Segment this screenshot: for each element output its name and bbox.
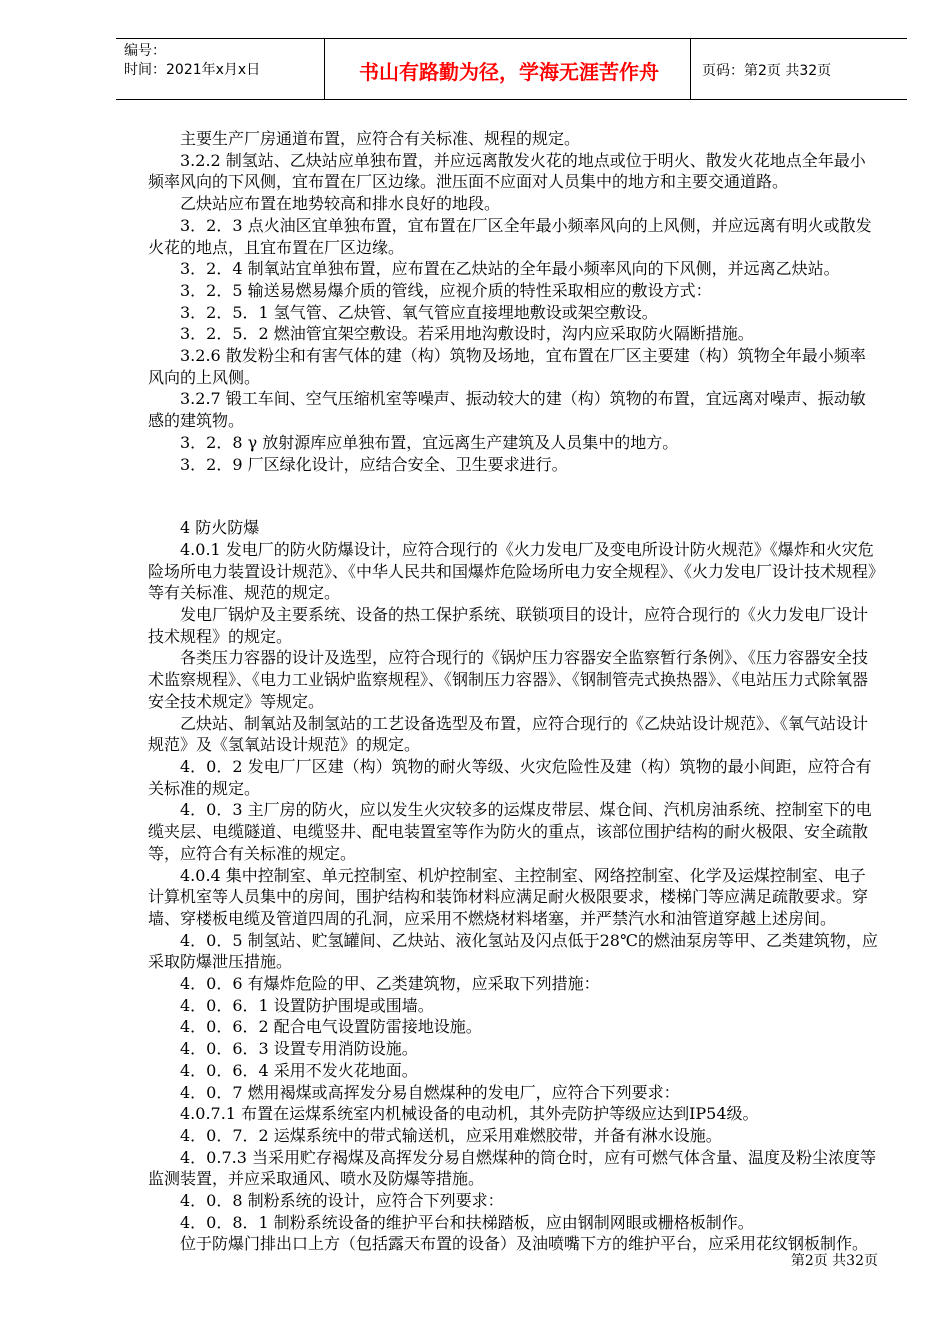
paragraph: 4．0．5 制氢站、贮氢罐间、乙炔站、液化氢站及闪点低于28℃的燃油泵房等甲、乙类建筑物，应采取防爆泄压措施。 <box>148 930 878 972</box>
header-divider-left <box>324 38 325 100</box>
header-bottom-border <box>116 99 907 100</box>
paragraph: 4.0.1 发电厂的防火防爆设计，应符合现行的《火力发电厂及变电所设计防火规范》《爆炸和火灾危险场所电力装置设计规范》、《中华人民共和国爆炸危险场所电力安全规程》、《火力发电厂设计技术规程》等有关标准、规范的规定。 <box>148 539 877 603</box>
paragraph: 3．2．5 输送易燃易爆介质的管线，应视介质的特性采取相应的敷设方式： <box>180 280 712 300</box>
footer-page-info: 第2页 共32页 <box>790 1253 878 1269</box>
page-header <box>116 38 907 100</box>
paragraph: 4．0．7．2 运煤系统中的带式输送机，应采用难燃胶带，并备有淋水设施。 <box>180 1125 722 1145</box>
paragraph: 乙炔站、制氧站及制氢站的工艺设备选型及布置，应符合现行的《乙炔站设计规范》、《氧气站设计规范》及《氢氧站设计规范》的规定。 <box>148 713 869 755</box>
paragraph: 4．0．2 发电厂厂区建（构）筑物的耐火等级、火灾危险性及建（构）筑物的最小间距，应符合有关标准的规定。 <box>148 756 872 798</box>
paragraph: 4．0．7 燃用褐煤或高挥发分易自燃煤种的发电厂，应符合下列要求： <box>180 1082 680 1102</box>
paragraph: 3．2．4 制氧站宜单独布置，应布置在乙炔站的全年最小频率风向的下风侧，并远离乙炔站。 <box>180 259 840 279</box>
paragraph: 4．0．6．3 设置专用消防设施。 <box>180 1039 418 1059</box>
paragraph: 3．2．3 点火油区宜单独布置，宜布置在厂区全年最小频率风向的上风侧，并应远离有明火或散发火花的地点，且宜布置在厂区边缘。 <box>148 215 872 257</box>
paragraph: 各类压力容器的设计及选型，应符合现行的《锅炉压力容器安全监察暂行条例》、《压力容器安全技术监察规程》、《电力工业锅炉监察规程》、《钢制压力容器》、《钢制管壳式换热器》、《电站压力式除氧器安全技术规定》等规定。 <box>148 648 869 711</box>
paragraph: 4．0.7.3 当采用贮存褐煤及高挥发分易自燃煤种的筒仓时，应有可燃气体含量、温度及粉尘浓度等监测装置，并应采取通风、喷水及防爆等措施。 <box>148 1147 876 1189</box>
document-body <box>148 128 878 1255</box>
paragraph: 4．0．6．2 配合电气设置防雷接地设施。 <box>180 1017 482 1037</box>
doc-time-label: 时间：2021年x月x日 <box>124 62 261 78</box>
paragraph: 4 防火防爆 <box>180 518 260 538</box>
header-motto: 书山有路勤为径，学海无涯苦作舟 <box>359 60 659 84</box>
paragraph: 位于防爆门排出口上方（包括露天布置的设备）及油喷嘴下方的维护平台，应采用花纹钢板制作。 <box>180 1234 869 1254</box>
paragraph: 3.2.2 制氢站、乙炔站应单独布置，并应远离散发火花的地点或位于明火、散发火花地点全年最小频率风向的下风侧，宜布置在厂区边缘。泄压面不应面对人员集中的地方和主要交通道路。 <box>148 150 866 192</box>
paragraph: 4.0.4 集中控制室、单元控制室、机炉控制室、主控制室、网络控制室、化学及运煤控制室、电子计算机室等人员集中的房间，围护结构和装饰材料应满足耐火极限要求，楼梯门等应满足疏散要求。穿墙、穿楼板电缆及管道四周的孔洞，应采用不燃烧材料堵塞，并严禁汽水和油管道穿越上述房间。 <box>148 865 869 928</box>
paragraph: 主要生产厂房通道布置，应符合有关标准、规程的规定。 <box>180 129 581 148</box>
paragraph: 4．0．3 主厂房的防火，应以发生火灾较多的运煤皮带层、煤仓间、汽机房油系统、控制室下的电缆夹层、电缆隧道、电缆竖井、配电装置室等作为防火的重点，该部位围护结构的耐火极限、安全疏散等，应符合有关标准的规定。 <box>148 800 872 863</box>
header-top-border <box>116 38 907 39</box>
header-page-info: 页码：第2页 共32页 <box>702 63 832 79</box>
paragraph: 3．2．8 γ 放射源库应单独布置，宜远离生产建筑及人员集中的地方。 <box>180 432 679 452</box>
header-divider-right <box>690 38 691 100</box>
header-meta <box>124 42 260 80</box>
paragraph: 3.2.7 锻工车间、空气压缩机室等噪声、振动较大的建（构）筑物的布置，宜远离对噪声、振动敏感的建筑物。 <box>148 389 866 431</box>
paragraph: 4．0．6 有爆炸危险的甲、乙类建筑物，应采取下列措施： <box>180 974 600 994</box>
paragraph: 乙炔站应布置在地势较高和排水良好的地段。 <box>180 194 501 214</box>
paragraph: 4．0．6．4 采用不发火花地面。 <box>180 1060 418 1080</box>
paragraph: 4.0.7.1 布置在运煤系统室内机械设备的电动机，其外壳防护等级应达到IP54级。 <box>180 1104 759 1124</box>
paragraph: 4．0．8 制粉系统的设计，应符合下列要求： <box>180 1191 504 1211</box>
paragraph: 3.2.6 散发粉尘和有害气体的建（构）筑物及场地，宜布置在厂区主要建（构）筑物全年最小频率风向的上风侧。 <box>148 346 866 387</box>
paragraph: 3．2．9 厂区绿化设计，应结合安全、卫生要求进行。 <box>180 454 568 474</box>
paragraph: 3．2．5．1 氢气管、乙炔管、氧气管应直接埋地敷设或架空敷设。 <box>180 302 658 322</box>
paragraph: 3．2．5．2 燃油管宜架空敷设。若采用地沟敷设时，沟内应采取防火隔断措施。 <box>180 324 754 344</box>
paragraph: 发电厂锅炉及主要系统、设备的热工保护系统、联锁项目的设计，应符合现行的《火力发电厂设计技术规程》的规定。 <box>148 605 869 646</box>
doc-number-label: 编号： <box>124 43 166 59</box>
paragraph: 4．0．6．1 设置防护围堤或围墙。 <box>180 995 434 1015</box>
paragraph: 4．0．8．1 制粉系统设备的维护平台和扶梯踏板，应由钢制网眼或栅格板制作。 <box>180 1212 754 1232</box>
